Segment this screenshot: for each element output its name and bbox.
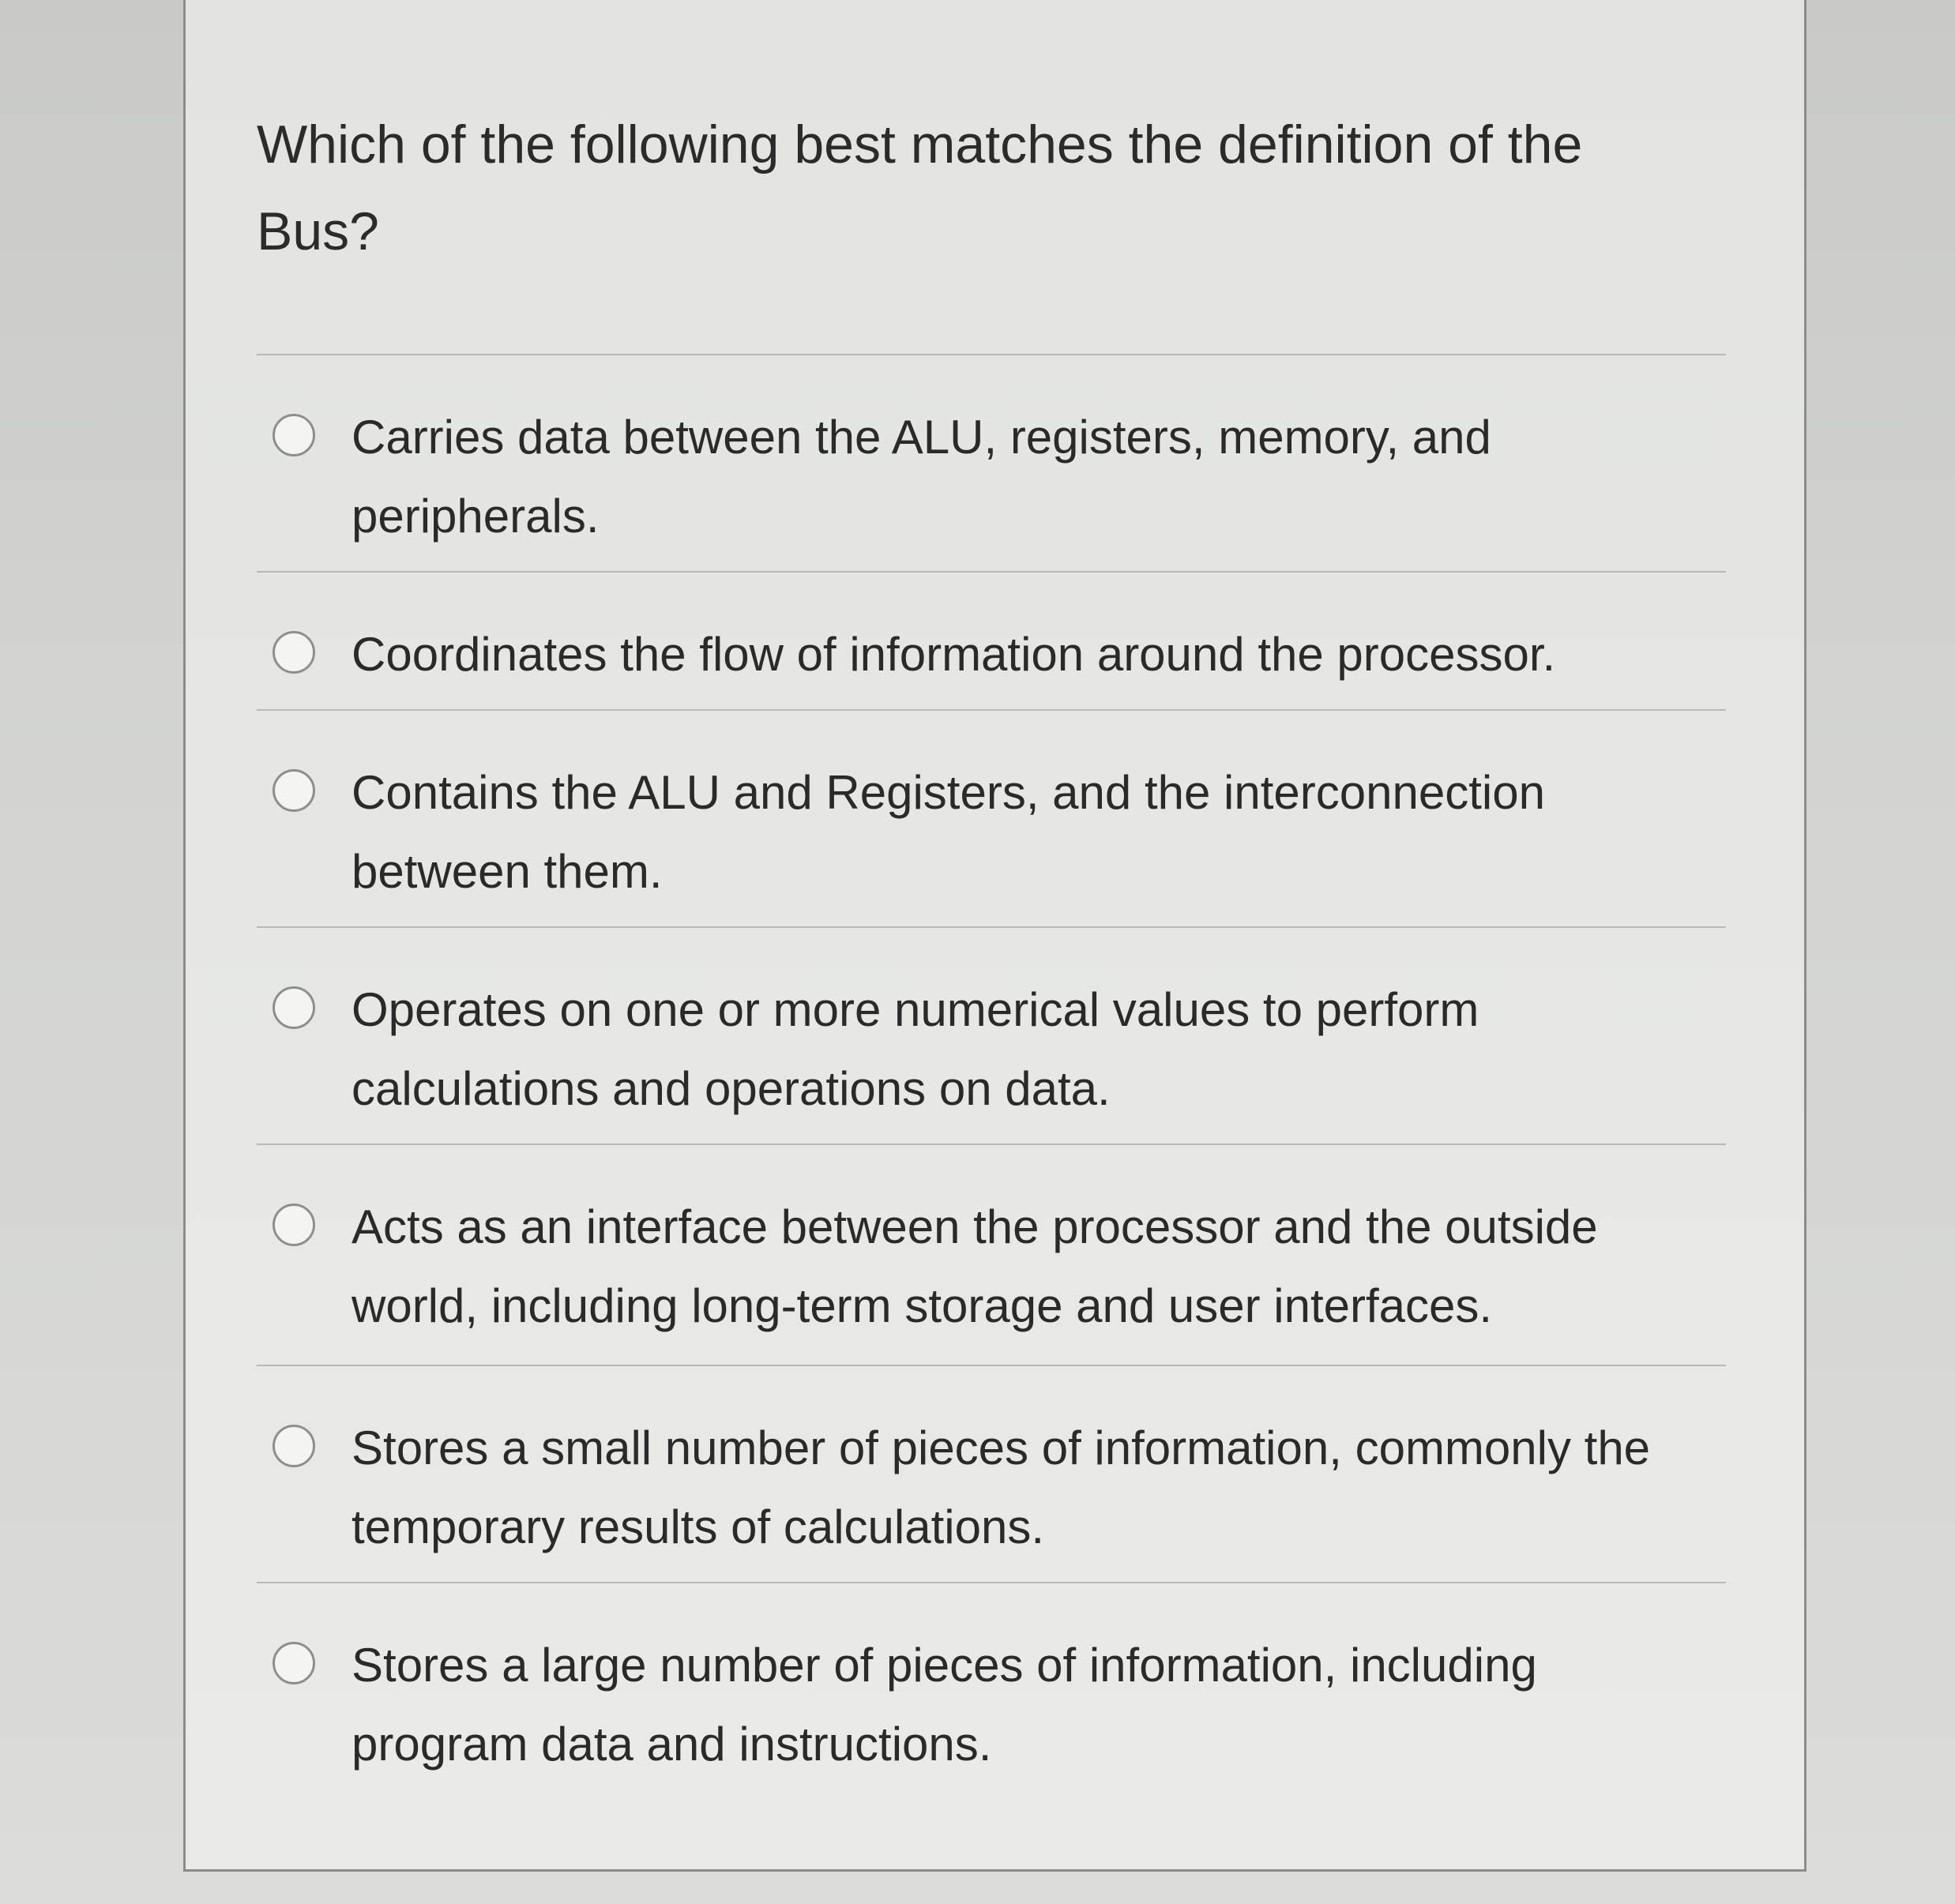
answer-option-label[interactable]: Acts as an interface between the processor and the outside world, including long-term storage and user interfaces. bbox=[352, 1200, 1598, 1332]
divider bbox=[257, 354, 1726, 355]
radio-button[interactable] bbox=[273, 769, 315, 812]
divider bbox=[257, 926, 1726, 928]
answer-option-label[interactable]: Carries data between the ALU, registers, memory, and peripherals. bbox=[352, 411, 1491, 543]
divider bbox=[257, 571, 1726, 573]
answer-option-label[interactable]: Coordinates the flow of information around the processor. bbox=[352, 628, 1556, 681]
answer-option-label[interactable]: Operates on one or more numerical values to perform calculations and operations on data. bbox=[352, 983, 1479, 1115]
divider bbox=[257, 709, 1726, 711]
radio-button[interactable] bbox=[273, 1204, 315, 1246]
divider bbox=[257, 1144, 1726, 1145]
divider bbox=[257, 1582, 1726, 1583]
radio-button[interactable] bbox=[273, 1642, 315, 1684]
question-text: Which of the following best matches the definition of the Bus? bbox=[257, 115, 1583, 261]
radio-button[interactable] bbox=[273, 414, 315, 456]
answer-option-label[interactable]: Stores a small number of pieces of information, commonly the temporary results of calculations. bbox=[352, 1421, 1651, 1553]
quiz-question-card bbox=[183, 0, 1806, 1872]
radio-button[interactable] bbox=[273, 986, 315, 1029]
answer-option-label[interactable]: Contains the ALU and Registers, and the interconnection between them. bbox=[352, 766, 1545, 898]
answer-option-label[interactable]: Stores a large number of pieces of information, including program data and instructions. bbox=[352, 1639, 1537, 1771]
radio-button[interactable] bbox=[273, 1425, 315, 1467]
radio-button[interactable] bbox=[273, 631, 315, 674]
divider bbox=[257, 1365, 1726, 1366]
